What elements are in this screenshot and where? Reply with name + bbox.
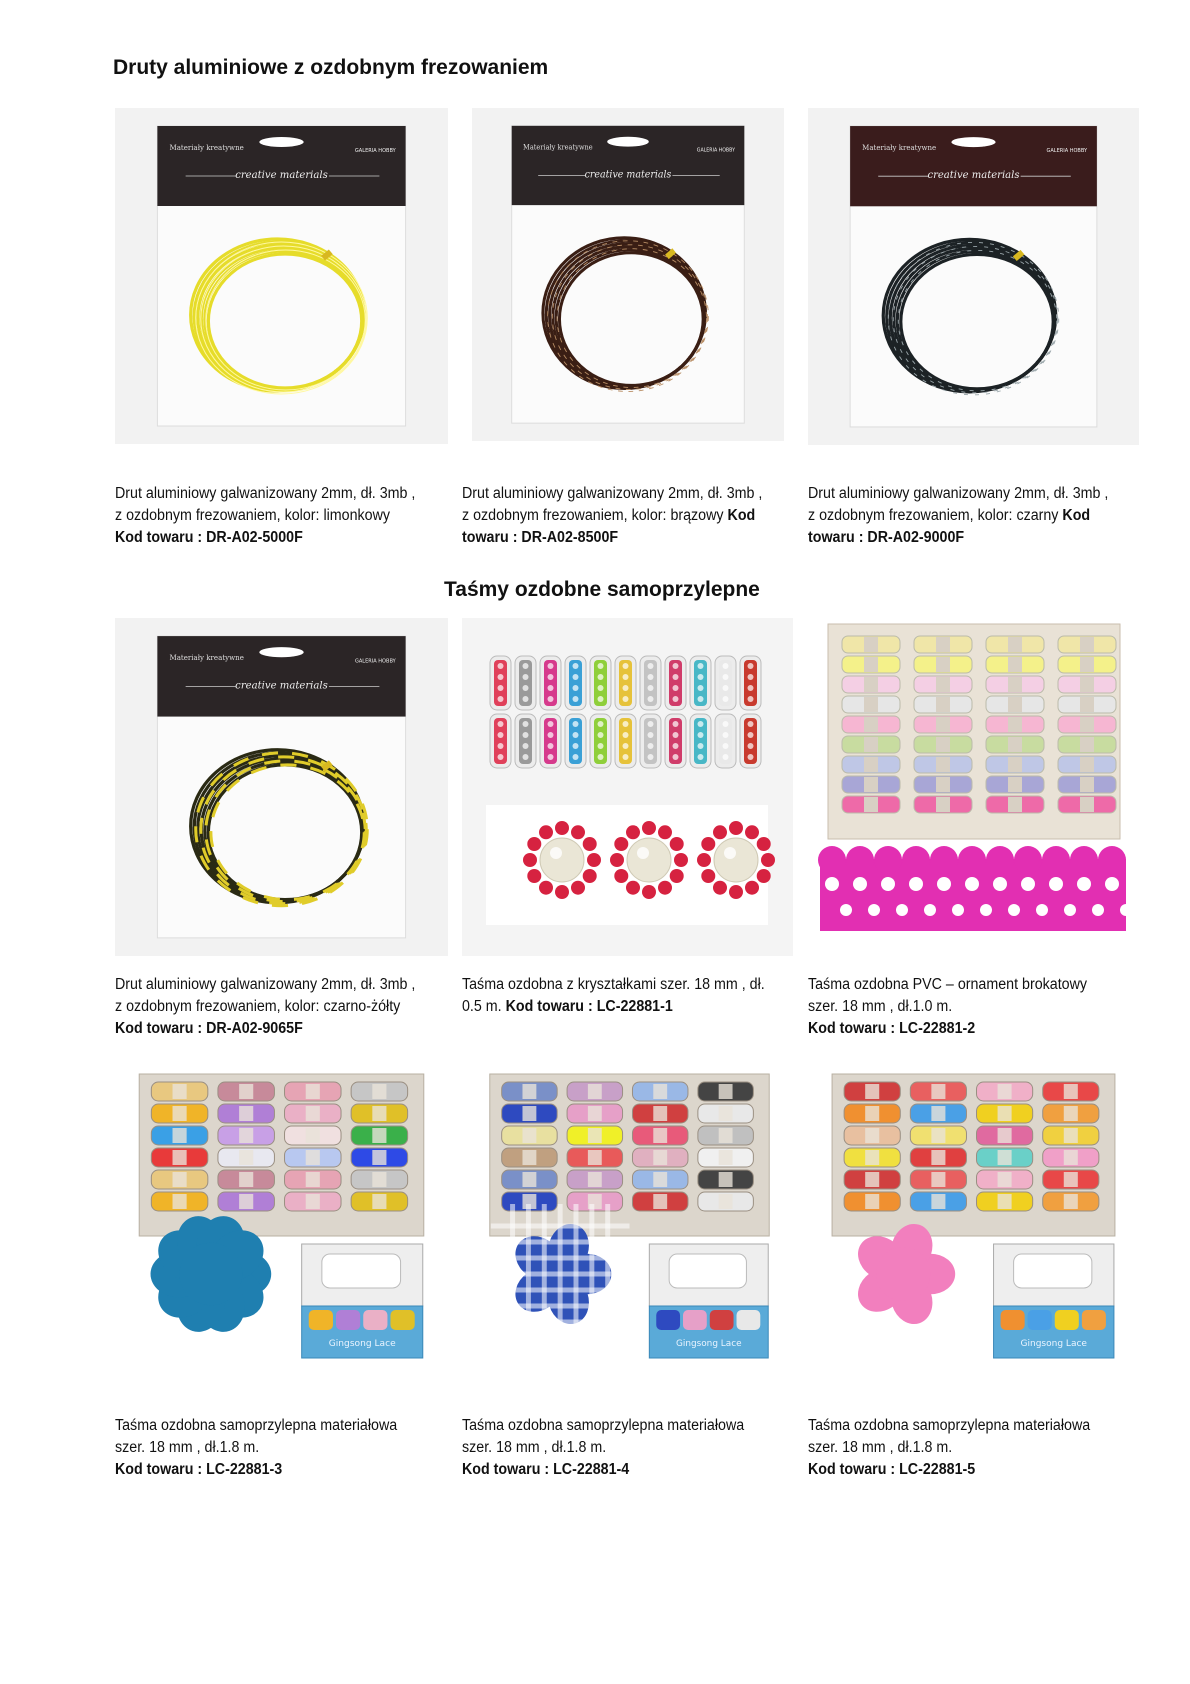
package-brand-text: GALERIA HOBBY bbox=[696, 148, 736, 154]
package-brand-text: GALERIA HOBBY bbox=[354, 658, 396, 665]
box-label-text: Gingsong Lace bbox=[1020, 1339, 1087, 1349]
product-description: Taśma ozdobna samoprzylepna materiałowa szer. 18 mm , dł.1.8 m. bbox=[808, 1417, 1091, 1456]
product-photo-wire-black-yellow bbox=[115, 618, 448, 956]
package-label-text: Materiały kreatywne bbox=[523, 143, 593, 152]
package-label-text: Materiały kreatywne bbox=[862, 143, 937, 153]
product-caption bbox=[462, 1415, 766, 1481]
product-code: Kod towaru : LC-22881-3 bbox=[115, 1461, 283, 1478]
product-code: Kod towaru : DR-A02-9000F bbox=[808, 507, 1091, 546]
product-code: Kod towaru : DR-A02-9065F bbox=[115, 1020, 303, 1037]
product-code: Kod towaru : LC-22881-1 bbox=[505, 998, 673, 1015]
product-code: Kod towaru : DR-A02-8500F bbox=[462, 507, 756, 546]
package-label-text: Materiały kreatywne bbox=[169, 653, 244, 663]
product-caption bbox=[462, 483, 766, 549]
product-caption bbox=[808, 483, 1112, 549]
product-code: Kod towaru : LC-22881-4 bbox=[462, 1461, 630, 1478]
package-brand-text: GALERIA HOBBY bbox=[1046, 148, 1088, 155]
product-caption bbox=[115, 974, 419, 1040]
product-caption bbox=[808, 1415, 1112, 1481]
product-photo-glitter-tape bbox=[808, 614, 1139, 956]
product-description: Taśma ozdobna samoprzylepna materiałowa szer. 18 mm , dł.1.8 m. bbox=[115, 1417, 398, 1456]
product-photo-wire-black bbox=[808, 108, 1139, 445]
product-caption bbox=[115, 1415, 419, 1481]
package-center-text: creative materials bbox=[584, 169, 672, 181]
product-description: Taśma ozdobna samoprzylepna materiałowa szer. 18 mm , dł.1.8 m. bbox=[462, 1417, 745, 1456]
box-label-text: Gingsong Lace bbox=[328, 1339, 396, 1349]
package-center-text: creative materials bbox=[235, 170, 328, 181]
product-photo-wire-brown bbox=[472, 108, 784, 441]
product-caption bbox=[462, 974, 766, 1018]
box-label-text: Gingsong Lace bbox=[675, 1338, 742, 1350]
product-description: Taśma ozdobna z kryształkami szer. 18 mm , dł. 0.5 m. bbox=[462, 976, 765, 1015]
product-description: Drut aluminiowy galwanizowany 2mm, dł. 3mb , z ozdobnym frezowaniem, kolor: limonkowy bbox=[115, 485, 416, 524]
product-photo-crystal-tape bbox=[462, 618, 793, 956]
product-code: Kod towaru : LC-22881-5 bbox=[808, 1461, 976, 1478]
product-description: Drut aluminiowy galwanizowany 2mm, dł. 3mb , z ozdobnym frezowaniem, kolor: brązowy bbox=[462, 485, 763, 524]
product-caption bbox=[808, 974, 1112, 1040]
product-code: Kod towaru : LC-22881-2 bbox=[808, 1020, 976, 1037]
product-code: Kod towaru : DR-A02-5000F bbox=[115, 529, 303, 546]
section-title-wires: Druty aluminiowe z ozdobnym frezowaniem bbox=[113, 56, 549, 79]
package-center-text: creative materials bbox=[235, 680, 328, 692]
product-description: Drut aluminiowy galwanizowany 2mm, dł. 3mb , z ozdobnym frezowaniem, kolor: czarny bbox=[808, 485, 1109, 524]
product-caption bbox=[115, 483, 419, 549]
product-description: Drut aluminiowy galwanizowany 2mm, dł. 3mb , z ozdobnym frezowaniem, kolor: czarno-żółty bbox=[115, 976, 416, 1015]
section-title-tapes: Taśmy ozdobne samoprzylepne bbox=[444, 578, 760, 601]
product-photo-fabric-tape-pink bbox=[808, 1054, 1139, 1397]
product-photo-fabric-tape-gingham bbox=[466, 1054, 793, 1397]
product-photo-wire-lime bbox=[115, 108, 448, 444]
package-center-text: creative materials bbox=[927, 170, 1020, 182]
package-label-text: Materiały kreatywne bbox=[169, 143, 244, 152]
package-brand-text: GALERIA HOBBY bbox=[354, 148, 396, 154]
product-description: Taśma ozdobna PVC – ornament brokatowy szer. 18 mm , dł.1.0 m. bbox=[808, 976, 1088, 1015]
product-photo-fabric-tape-blue-glitter bbox=[115, 1054, 448, 1397]
